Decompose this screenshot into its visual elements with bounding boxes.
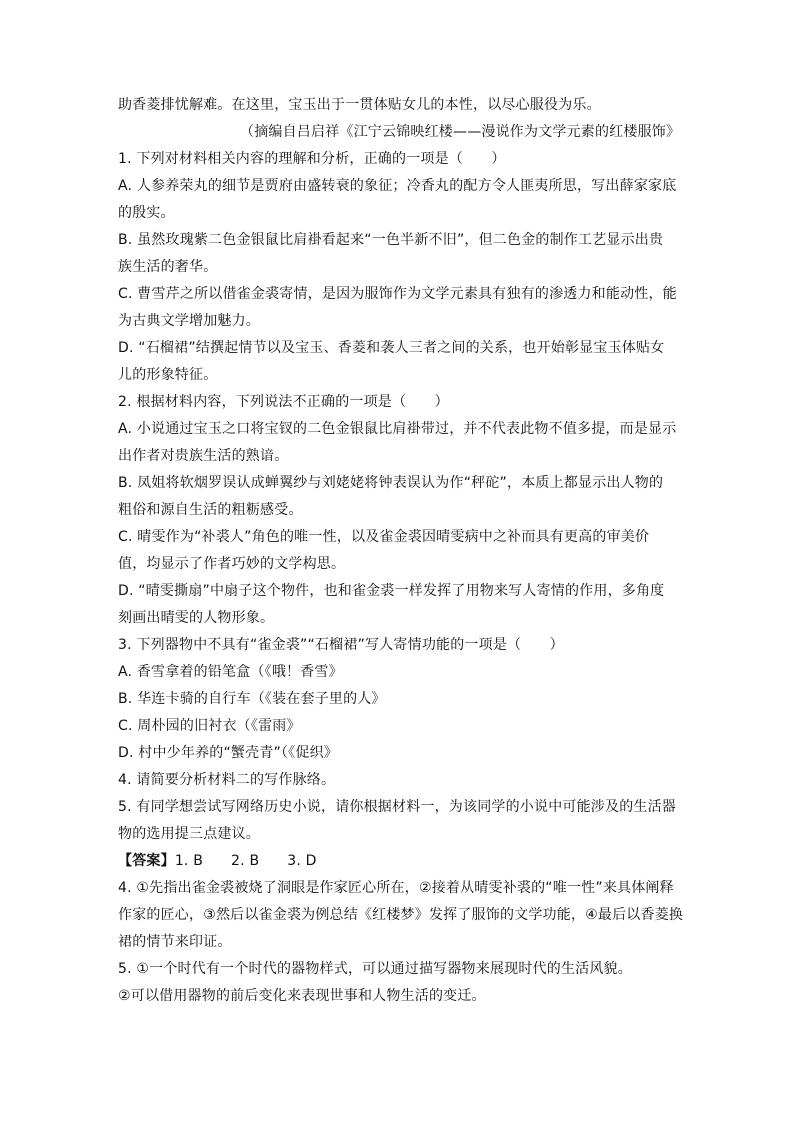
q1-option-d-cont: 儿的形象特征。 bbox=[118, 367, 218, 383]
answer-line bbox=[118, 848, 678, 875]
q3-option-d: D. 村中少年养的“蟹壳青”（《促织》 bbox=[118, 745, 338, 761]
q1-option-c: C. 曹雪芹之所以借雀金裘寄情，是因为服饰作为文学元素具有独有的渗透力和能动性，能 bbox=[118, 286, 677, 302]
q3-option-a: A. 香雪拿着的铅笔盒（《哦！香雪》 bbox=[118, 664, 343, 680]
q2-option-b: B. 凤姐将软烟罗误认成蝉翼纱与刘姥姥将钟表误认为作“秤砣”，本质上都显示出人物的 bbox=[118, 475, 664, 491]
answer-1: 1. B bbox=[174, 853, 204, 869]
answer-5-line-2: ②可以借用器物的前后变化来表现世事和人物生活的变迁。 bbox=[118, 988, 486, 1004]
q2-option-a: A. 小说通过宝玉之口将宝钗的二色金银鼠比肩褂带过，并不代表此物不值多提，而是显示 bbox=[118, 421, 677, 437]
q1-option-a: A. 人参养荣丸的细节是贾府由盛转衰的象征；冷香丸的配方令人匪夷所思，写出薛家家底 bbox=[118, 178, 677, 194]
q1-option-c-cont: 为古典文学增加魅力。 bbox=[118, 313, 260, 329]
answer-5-line-1: 5. ①一个时代有一个时代的器物样式，可以通过描写器物来展现时代的生活风貌。 bbox=[118, 961, 632, 977]
q2-option-b-cont: 粗俗和源自生活的粗粝感受。 bbox=[118, 502, 303, 518]
q3-stem: 3. 下列器物中不具有“雀金裘”“石榴裙”写人寄情功能的一项是（ ） bbox=[118, 637, 564, 653]
q3-option-b: B. 华连卡骑的自行车（《装在套子里的人》 bbox=[118, 691, 386, 707]
q4-stem: 4. 请简要分析材料二的写作脉络。 bbox=[118, 772, 336, 788]
q2-option-d: D. “晴雯撕扇”中扇子这个物件，也和雀金裘一样发挥了用物来写人寄情的作用，多角度 bbox=[118, 583, 665, 599]
q2-stem: 2. 根据材料内容，下列说法不正确的一项是（ ） bbox=[118, 394, 449, 410]
q2-option-a-cont: 出作者对贵族生活的熟谙。 bbox=[118, 448, 289, 464]
q5-stem-cont: 物的选用提三点建议。 bbox=[118, 826, 260, 842]
q1-stem: 1. 下列对材料相关内容的理解和分析，正确的一项是（ ） bbox=[118, 151, 506, 167]
q2-option-c-cont: 值，均显示了作者巧妙的文学构思。 bbox=[118, 556, 346, 572]
document-page bbox=[118, 92, 684, 1010]
q1-option-b: B. 虽然玫瑰紫二色金银鼠比肩褂看起来“一色半新不旧”，但二色金的制作工艺显示出贵 bbox=[118, 232, 664, 248]
answer-4-line-3: 裙的情节来印证。 bbox=[118, 934, 232, 950]
q5-stem: 5. 有同学想尝试写网络历史小说，请你根据材料一，为该同学的小说中可能涉及的生活器 bbox=[118, 799, 677, 815]
answer-3: 3. D bbox=[287, 853, 317, 869]
q1-option-d: D. “石榴裙”结撰起情节以及宝玉、香菱和袭人三者之间的关系，也开始彰显宝玉体贴女 bbox=[118, 340, 665, 356]
answer-4-line-1: 4. ①先指出雀金裘被烧了洞眼是作家匠心所在，②接着从晴雯补裘的“唯一性”来具体阐释 bbox=[118, 880, 674, 896]
q2-option-c: C. 晴雯作为“补裘人”角色的唯一性，以及雀金裘因晴雯病中之补而具有更高的审美价 bbox=[118, 529, 650, 545]
q3-option-c: C. 周朴园的旧衬衣（《雷雨》 bbox=[118, 718, 301, 734]
answer-4-line-2: 作家的匠心，③然后以雀金裘为例总结《红楼梦》发挥了服饰的文学功能，④最后以香菱换 bbox=[118, 907, 684, 923]
source-citation: （摘编自吕启祥《江宁云锦映红楼——漫说作为文学元素的红楼服饰》 bbox=[240, 124, 681, 140]
q2-option-d-cont: 刻画出晴雯的人物形象。 bbox=[118, 610, 275, 626]
q1-option-a-cont: 的殷实。 bbox=[118, 205, 175, 221]
answer-tag: 【答案】 bbox=[118, 853, 175, 869]
q1-option-b-cont: 族生活的奢华。 bbox=[118, 259, 218, 275]
passage-tail: 助香菱排忧解难。在这里，宝玉出于一贯体贴女儿的本性，以尽心服役为乐。 bbox=[118, 97, 601, 113]
answer-2: 2. B bbox=[231, 853, 260, 869]
